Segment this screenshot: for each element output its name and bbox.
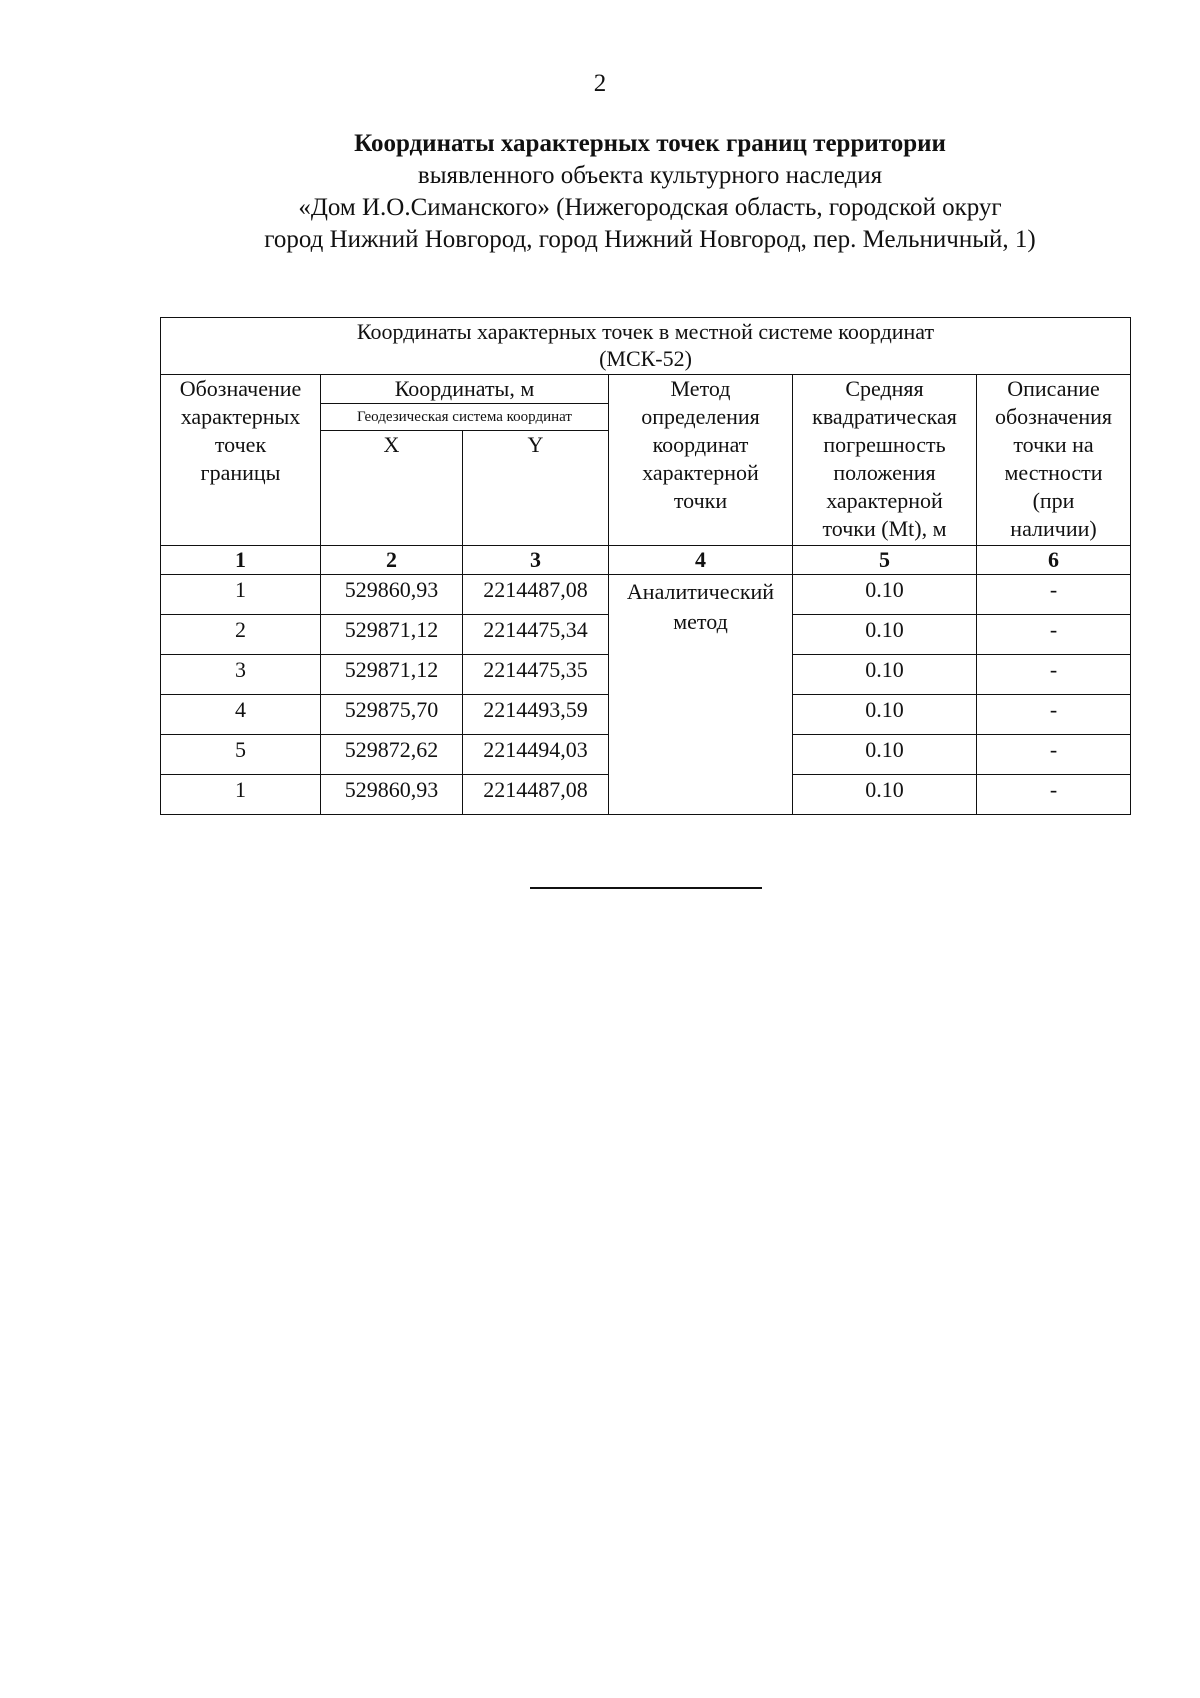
header-text-line: точки на — [1013, 432, 1094, 457]
column-number: 6 — [977, 546, 1131, 575]
cell-x: 529872,62 — [321, 735, 463, 775]
header-text-line: Метод — [670, 376, 731, 401]
column-number: 1 — [161, 546, 321, 575]
header-text-line: характерной — [826, 488, 943, 513]
header-text-line: наличии) — [1010, 516, 1097, 541]
cell-error: 0.10 — [793, 655, 977, 695]
cell-description: - — [977, 775, 1131, 815]
cell-point: 2 — [161, 615, 321, 655]
cell-point: 3 — [161, 655, 321, 695]
cell-description: - — [977, 655, 1131, 695]
cell-error: 0.10 — [793, 695, 977, 735]
cell-error: 0.10 — [793, 735, 977, 775]
header-text-line: местности — [1004, 460, 1103, 485]
cell-description: - — [977, 575, 1131, 615]
header-x: X — [321, 431, 463, 546]
header-text-line: характерных — [180, 404, 301, 429]
column-number-row — [161, 546, 1131, 575]
cell-y: 2214475,35 — [463, 655, 609, 695]
cell-description: - — [977, 615, 1131, 655]
header-point-designation — [161, 375, 321, 546]
method-text-line: Аналитический — [626, 579, 775, 604]
cell-y: 2214494,03 — [463, 735, 609, 775]
header-text-line: точки — [673, 488, 728, 513]
page-number: 2 — [593, 70, 607, 97]
column-number: 3 — [463, 546, 609, 575]
table-caption-row — [161, 318, 1131, 375]
cell-description: - — [977, 735, 1131, 775]
header-text-line: Описание — [1007, 376, 1100, 401]
header-text-line: координат — [652, 432, 749, 457]
cell-point: 1 — [161, 575, 321, 615]
cell-y: 2214493,59 — [463, 695, 609, 735]
header-text-line: точек — [214, 432, 267, 457]
cell-method — [609, 575, 793, 815]
header-y: Y — [463, 431, 609, 546]
table-caption-line-2: (МСК-52) — [599, 346, 692, 371]
cell-y: 2214487,08 — [463, 575, 609, 615]
table-header-row — [161, 375, 1131, 404]
table-row — [161, 575, 1131, 615]
cell-x: 529860,93 — [321, 575, 463, 615]
heading-line-4: город Нижний Новгород, город Нижний Новгород, пер. Мельничный, 1) — [264, 226, 1036, 253]
header-text-line: определения — [641, 404, 760, 429]
heading-line-3: «Дом И.О.Симанского» (Нижегородская область, городской округ — [298, 194, 1002, 221]
header-text-line: квадратическая — [812, 404, 957, 429]
column-number: 4 — [609, 546, 793, 575]
header-description — [977, 375, 1131, 546]
header-mean-square-error — [793, 375, 977, 546]
column-number: 5 — [793, 546, 977, 575]
heading-line-2: выявленного объекта культурного наследия — [417, 162, 883, 189]
cell-point: 5 — [161, 735, 321, 775]
cell-y: 2214475,34 — [463, 615, 609, 655]
cell-y: 2214487,08 — [463, 775, 609, 815]
header-text-line: Средняя — [845, 376, 924, 401]
cell-x: 529871,12 — [321, 615, 463, 655]
cell-x: 529875,70 — [321, 695, 463, 735]
cell-point: 4 — [161, 695, 321, 735]
cell-description: - — [977, 695, 1131, 735]
header-geodetic-system: Геодезическая система координат — [321, 404, 609, 431]
header-method — [609, 375, 793, 546]
cell-error: 0.10 — [793, 775, 977, 815]
header-text-line: характерной — [642, 460, 759, 485]
header-text-line: обозначения — [994, 404, 1113, 429]
cell-x: 529871,12 — [321, 655, 463, 695]
header-text-line: точки (Mt), м — [822, 516, 947, 541]
header-text-line: (при — [1032, 488, 1075, 513]
table-caption — [161, 318, 1131, 375]
cell-error: 0.10 — [793, 575, 977, 615]
header-text-line: Обозначение — [179, 376, 302, 401]
closing-divider-line — [530, 887, 762, 889]
cell-error: 0.10 — [793, 615, 977, 655]
cell-x: 529860,93 — [321, 775, 463, 815]
header-text-line: границы — [200, 460, 281, 485]
table-caption-line-1: Координаты характерных точек в местной системе координат — [356, 319, 935, 344]
header-coordinates: Координаты, м — [321, 375, 609, 404]
document-heading — [100, 128, 1200, 256]
coordinates-table — [160, 317, 1131, 815]
header-text-line: положения — [833, 460, 936, 485]
header-text-line: погрешность — [823, 432, 946, 457]
cell-point: 1 — [161, 775, 321, 815]
column-number: 2 — [321, 546, 463, 575]
document-title: Координаты характерных точек границ территории — [354, 130, 946, 157]
method-text-line: метод — [673, 609, 728, 634]
